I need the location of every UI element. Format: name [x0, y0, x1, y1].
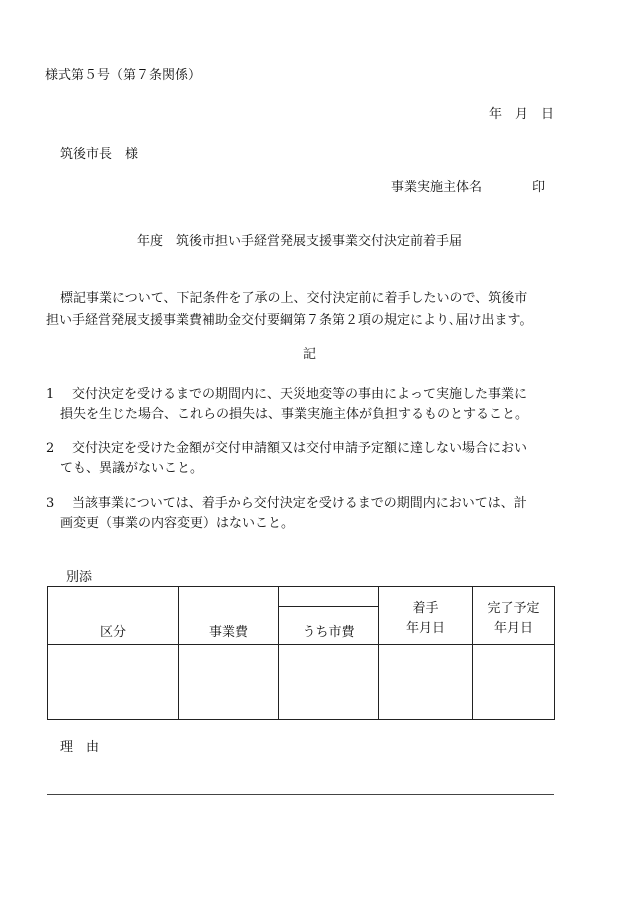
- cell-category: [48, 645, 179, 720]
- cell-completion-date: [473, 645, 555, 720]
- annex-table: [47, 586, 555, 720]
- cell-city-cost: [279, 645, 379, 720]
- condition-line-1: 交付決定を受けるまでの期間内に、天災地変等の事由によって実施した事業に: [72, 387, 528, 402]
- condition-line-1: 交付決定を受けた金額が交付申請額又は交付申請予定額に達しない場合におい: [72, 441, 528, 456]
- condition-number: 3: [46, 496, 55, 511]
- intro-line-1: 標記事業について、下記条件を了承の上、交付決定前に着手したいので、筑後市: [60, 291, 528, 306]
- date-line: 年 月 日: [489, 107, 555, 122]
- intro-line-2: 担い手経営発展支援事業費補助金交付要綱第７条第２項の規定により､届け出ます。: [46, 313, 533, 328]
- reason-label: 理 由: [60, 740, 100, 755]
- header-start-line-2: 年月日: [405, 621, 445, 636]
- seal-mark: 印: [532, 180, 546, 195]
- header-project-cost: 事業費: [179, 587, 279, 645]
- header-cost-spacer: [279, 587, 379, 607]
- document-title: 年度 筑後市担い手経営発展支援事業交付決定前着手届: [137, 234, 463, 249]
- form-number: 様式第５号（第７条関係）: [45, 68, 202, 83]
- annex-label: 別添: [66, 570, 93, 585]
- ki-heading: 記: [303, 347, 317, 362]
- header-category: 区分: [48, 587, 179, 645]
- header-start-date: [379, 587, 473, 645]
- condition-number: 1: [46, 387, 55, 402]
- applicant-label: 事業実施主体名: [391, 180, 483, 195]
- reason-underline: [47, 794, 554, 795]
- header-completion-date: [473, 587, 555, 645]
- condition-line-2: 損失を生じた場合、これらの損失は、事業実施主体が負担するものとすること。: [60, 407, 529, 422]
- condition-number: 2: [46, 441, 55, 456]
- condition-line-2: ても、異議がないこと。: [60, 461, 204, 476]
- cell-start-date: [379, 645, 473, 720]
- header-completion-line-1: 完了予定: [487, 601, 540, 616]
- condition-line-1: 当該事業については、着手から交付決定を受けるまでの期間内においては、計: [72, 496, 527, 511]
- condition-line-2: 画変更（事業の内容変更）はないこと。: [60, 516, 295, 531]
- header-completion-line-2: 年月日: [493, 621, 533, 636]
- header-city-cost: うち市費: [279, 607, 379, 645]
- addressee: 筑後市長 様: [60, 147, 139, 162]
- header-start-line-1: 着手: [412, 601, 439, 616]
- cell-project-cost: [179, 645, 279, 720]
